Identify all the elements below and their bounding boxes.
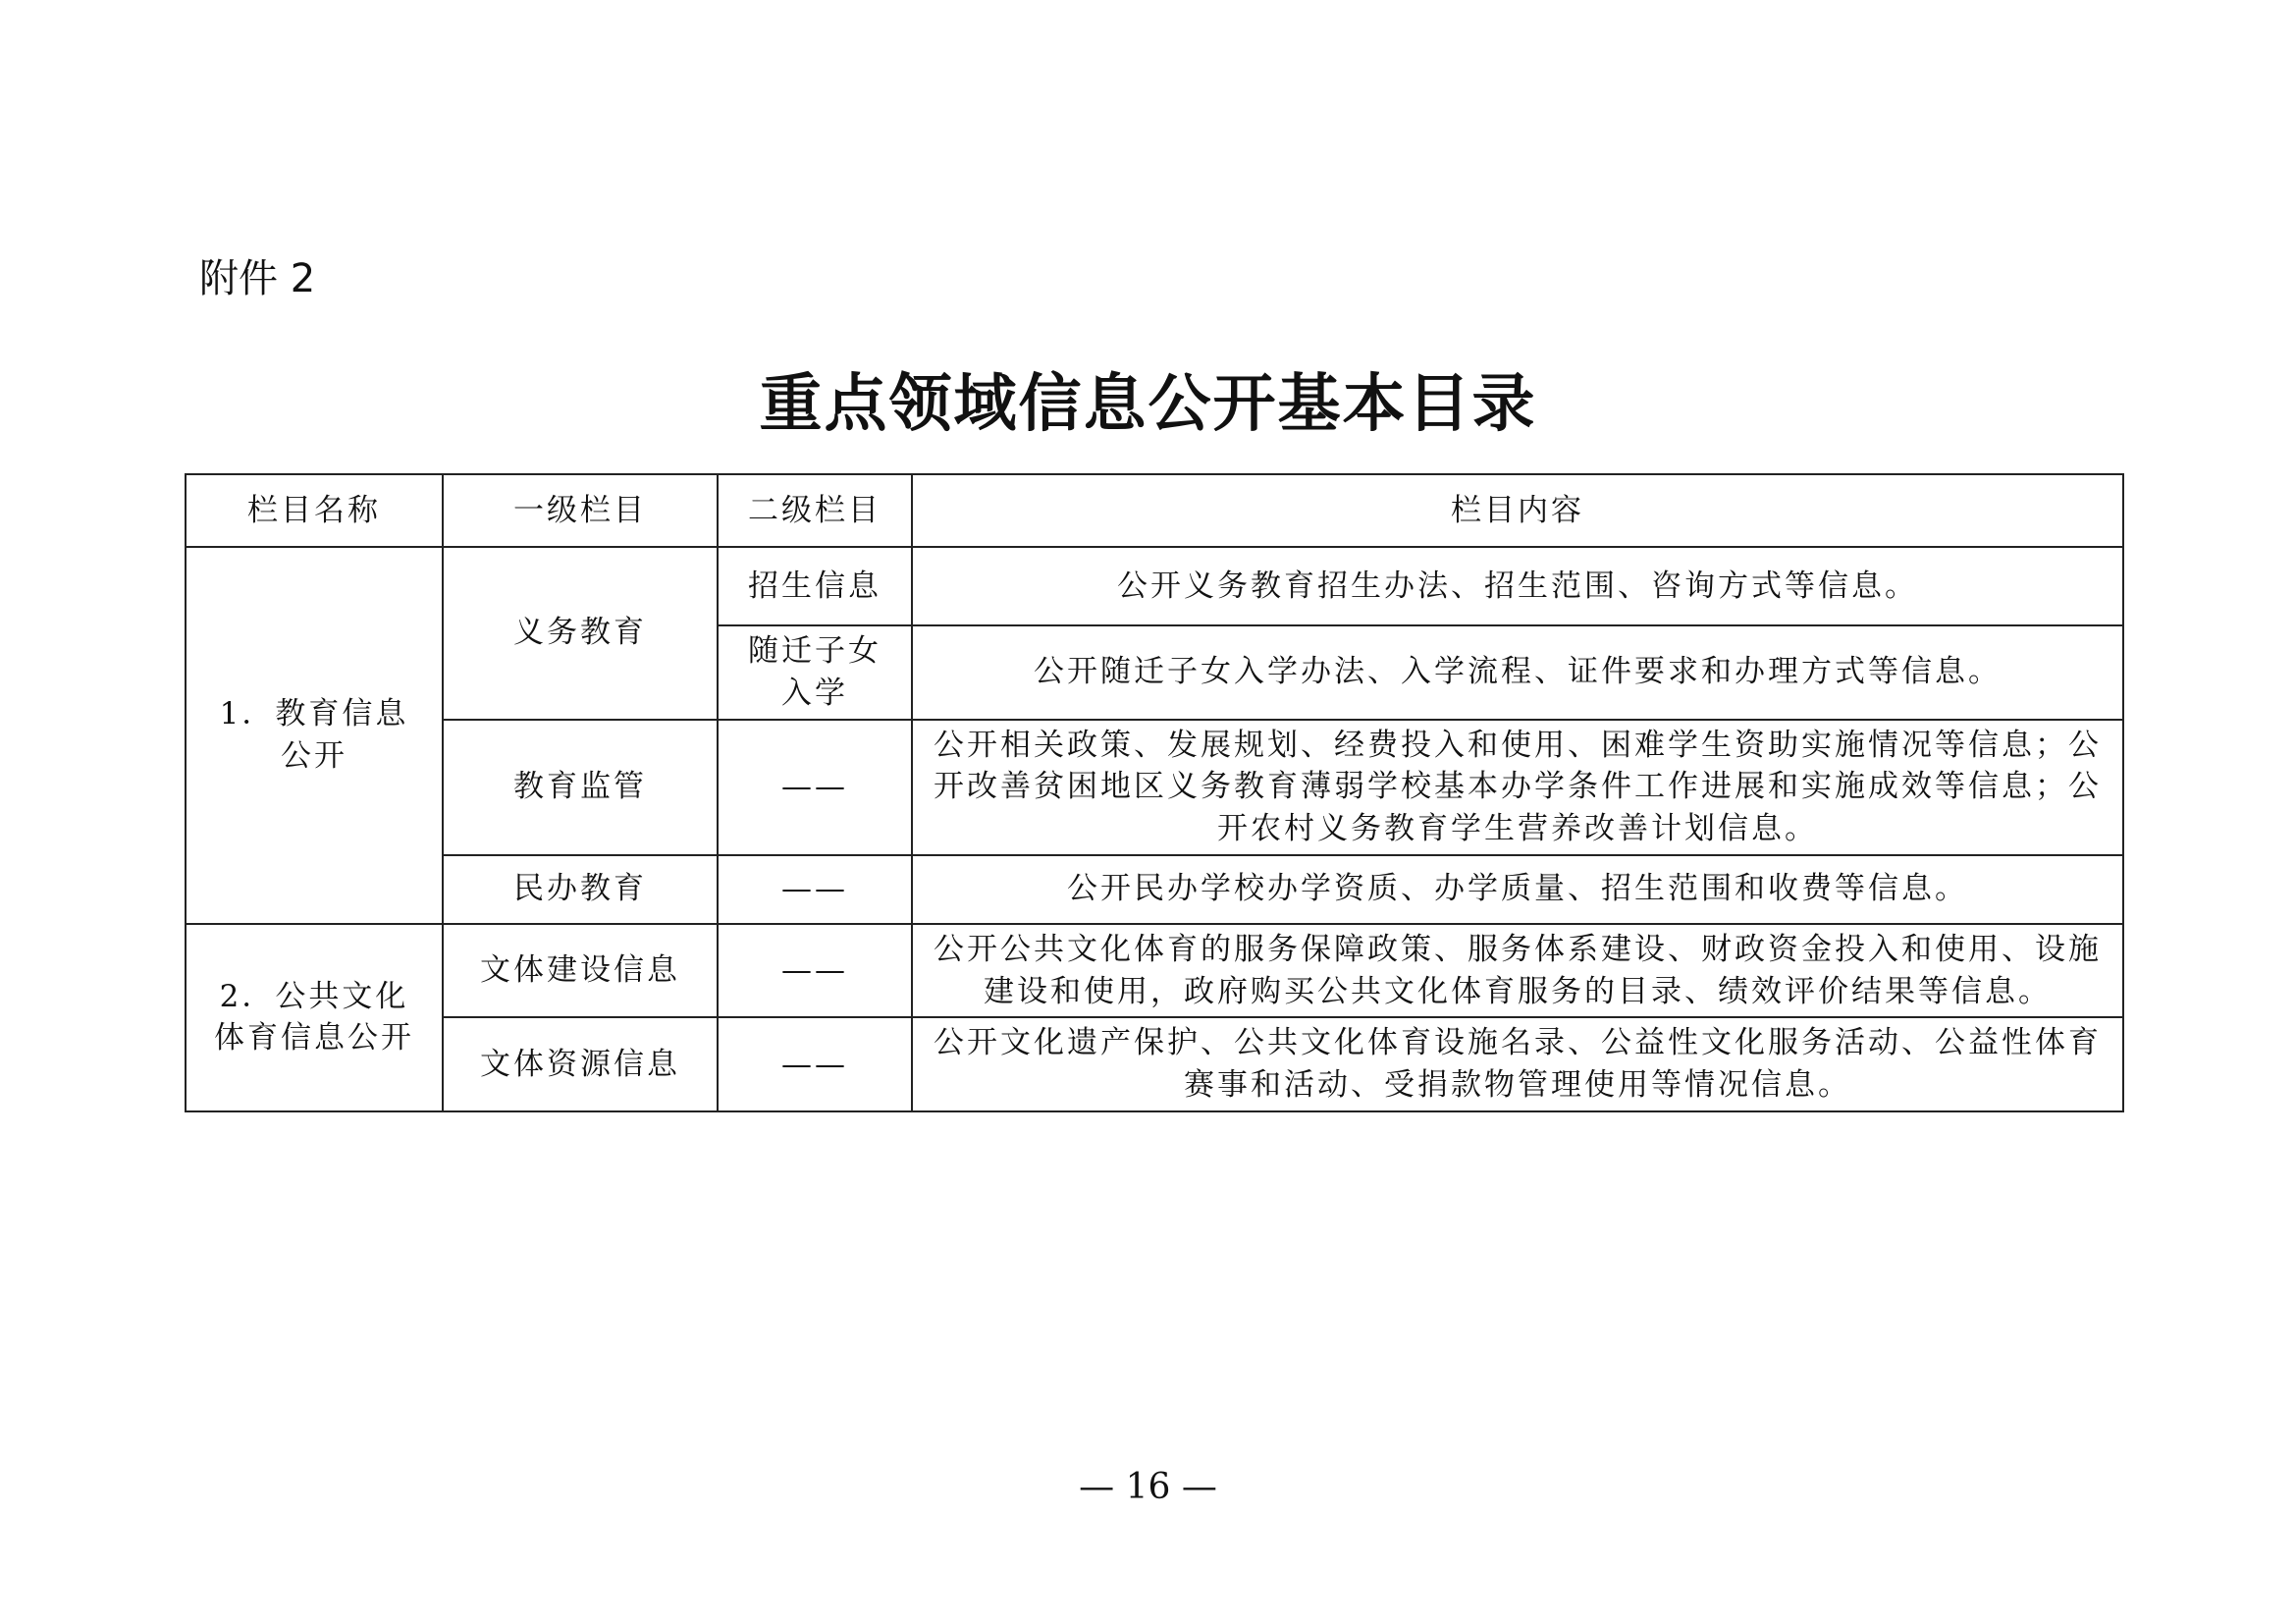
level1-cell: 文体资源信息 [443, 1017, 718, 1111]
header-level2: 二级栏目 [718, 474, 912, 547]
content-cell: 公开民办学校办学资质、办学质量、招生范围和收费等信息。 [912, 855, 2123, 924]
content-cell: 公开相关政策、发展规划、经费投入和使用、困难学生资助实施情况等信息；公开改善贫困地区义务教育薄弱学校基本办学条件工作进展和实施成效等信息；公开农村义务教育学生营养改善计划信息。 [912, 720, 2123, 855]
content-cell: 公开义务教育招生办法、招生范围、咨询方式等信息。 [912, 547, 2123, 625]
header-level1: 一级栏目 [443, 474, 718, 547]
header-column-name: 栏目名称 [186, 474, 443, 547]
content-cell: 公开公共文化体育的服务保障政策、服务体系建设、财政资金投入和使用、设施建设和使用，政府购买公共文化体育服务的目录、绩效评价结果等信息。 [912, 924, 2123, 1018]
level1-cell: 民办教育 [443, 855, 718, 924]
level1-cell: 义务教育 [443, 547, 718, 720]
section-name: 1．教育信息公开 [186, 547, 443, 924]
table-header-row [186, 474, 2123, 547]
document-title: 重点领域信息公开基本目录 [759, 368, 1537, 441]
table-row [186, 1017, 2123, 1111]
content-cell: 公开随迁子女入学办法、入学流程、证件要求和办理方式等信息。 [912, 625, 2123, 720]
header-content: 栏目内容 [912, 474, 2123, 547]
page-number: — 16 — [1079, 1467, 1217, 1507]
level1-cell: 文体建设信息 [443, 924, 718, 1018]
table-row [186, 924, 2123, 1018]
level2-cell: —— [718, 855, 912, 924]
section-name: 2．公共文化体育信息公开 [186, 924, 443, 1111]
table-row [186, 720, 2123, 855]
level2-cell: 随迁子女入学 [718, 625, 912, 720]
level2-cell: —— [718, 1017, 912, 1111]
level2-cell: 招生信息 [718, 547, 912, 625]
level2-cell: —— [718, 720, 912, 855]
annex-label: 附件 2 [199, 256, 316, 301]
level2-cell: —— [718, 924, 912, 1018]
catalog-table [185, 473, 2124, 1112]
level1-cell: 教育监管 [443, 720, 718, 855]
table-row [186, 855, 2123, 924]
table-row [186, 547, 2123, 625]
content-cell: 公开文化遗产保护、公共文化体育设施名录、公益性文化服务活动、公益性体育赛事和活动、受捐款物管理使用等情况信息。 [912, 1017, 2123, 1111]
